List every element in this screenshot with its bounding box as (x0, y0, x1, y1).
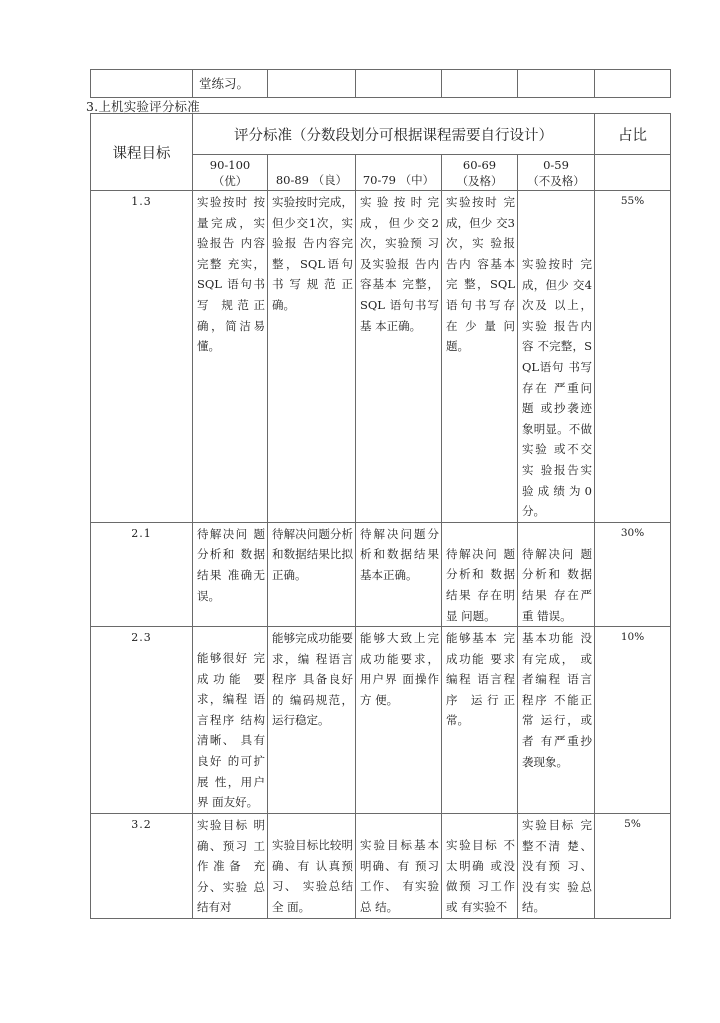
header-goal: 课程目标 (91, 114, 193, 191)
course-goal: 2.3 (91, 627, 193, 814)
grade-header-medium (356, 155, 442, 191)
grade-range: 60-69 (462, 157, 497, 172)
grade-range: 90-100 (209, 157, 251, 172)
grade-header-fail (518, 155, 595, 191)
table-cell (356, 70, 442, 98)
table-cell (442, 70, 518, 98)
grade-range: 0-59 (543, 157, 569, 172)
header-ratio: 占比 (595, 114, 671, 155)
previous-table-fragment (90, 69, 671, 98)
course-goal: 1.3 (91, 191, 193, 523)
ratio-cell: 10% (595, 627, 671, 814)
table-row (91, 191, 671, 523)
criteria-cell: 实验按时完成，但少交1次，实验报 告内容完 整，SQL语句 书写规范正 确。 (268, 191, 356, 523)
grading-table (90, 113, 671, 919)
table-cell (193, 70, 268, 98)
table-cell (268, 70, 356, 98)
criteria-cell: 待解决问 题分析和 数据结果 准确无误。 (193, 522, 268, 626)
course-goal: 3.2 (91, 814, 193, 919)
table-header-row (91, 114, 671, 155)
criteria-cell: 实验按时 按量完成，实验报告 内容完整 充实，SQL 语句书写 规范正确，简洁易懂。 (193, 191, 268, 523)
criteria-cell: 基本功能 没有完成， 或者编程 语言程序 不能正常 运行，或者 有严重抄 袭现象。 (518, 627, 595, 814)
criteria-cell: 实验目标 完整不清 楚、没有预 习、没有实 验总结。 (518, 814, 595, 919)
table-cell (595, 70, 671, 98)
grade-header-good (268, 155, 356, 191)
table-row (91, 627, 671, 814)
table-cell (91, 70, 193, 98)
criteria-cell: 实验按时 完成，但少 交3次，实 验报告内 容基本完 整，SQL语句书写存 在少量问 题。 (442, 191, 518, 523)
criteria-cell: 能够基本 完成功能 要求编程 语言程序 运行正常。 (442, 627, 518, 814)
table-row (91, 814, 671, 919)
ratio-cell: 30% (595, 522, 671, 626)
grade-range: 80-89 （良） (275, 173, 348, 187)
criteria-cell: 待解决问 题分析和 数据结果 存在明显 问题。 (442, 522, 518, 626)
table-row (91, 70, 671, 98)
criteria-cell: 能够完成功能要求，编 程语言程序 具备良好的 编码规范， 运行稳定。 (268, 627, 356, 814)
criteria-cell: 实验目标 不太明确 或没做预 习工作或 有实验不 (442, 814, 518, 919)
course-goal: 2.1 (91, 522, 193, 626)
grade-label: （及格） (456, 173, 503, 188)
grade-range: 70-79 （中） (362, 173, 435, 187)
grade-label: （不及格） (527, 173, 585, 188)
criteria-cell: 实验目标比较明确、有 认真预习、 实验总结全 面。 (268, 814, 356, 919)
grade-label: （优） (212, 173, 248, 188)
criteria-cell: 实验按时完成，但少交2次，实验预 习及实验报 告内容基本 完整，SQL 语句书写基 本正确。 (356, 191, 442, 523)
grade-header-pass (442, 155, 518, 191)
table-cell (518, 70, 595, 98)
table-row (91, 522, 671, 626)
ratio-cell: 5% (595, 814, 671, 919)
criteria-cell: 实验按时 完成，但少 交4次及 以上，实验 报告内容 不完整，SQL语句 书写存在 严重问题 或抄袭迹 象明显。不做实验 或不交实 验报告实 验成绩为0 分。 (518, 191, 595, 523)
criteria-cell: 待解决问 题分析和 数据结果 存在严重 错误。 (518, 522, 595, 626)
header-criteria: 评分标准（分数段划分可根据课程需要自行设计） (193, 114, 595, 155)
criteria-cell: 实验目标 明确、预习 工作准备 充分、实验 总结有对 (193, 814, 268, 919)
ratio-cell: 55% (595, 191, 671, 523)
criteria-cell: 待解决问题分析和数据结果比拟正确。 (268, 522, 356, 626)
criteria-cell: 实验目标基本明确、有 预习工作、 有实验总 结。 (356, 814, 442, 919)
table-cell (595, 155, 671, 191)
cell-text: 堂练习。 (199, 76, 250, 91)
grade-header-excellent (193, 155, 268, 191)
section-title: 3.上机实验评分标准 (86, 99, 200, 114)
criteria-cell: 能够大致上完成功能要求，用户界 面操作方 便。 (356, 627, 442, 814)
criteria-cell: 待解决问题分析和数据结果基本正确。 (356, 522, 442, 626)
criteria-cell: 能够很好 完成功能 要求，编程 语言程序 结构清晰、 具有良好 的可扩展 性，用户界 面友好。 (193, 627, 268, 814)
